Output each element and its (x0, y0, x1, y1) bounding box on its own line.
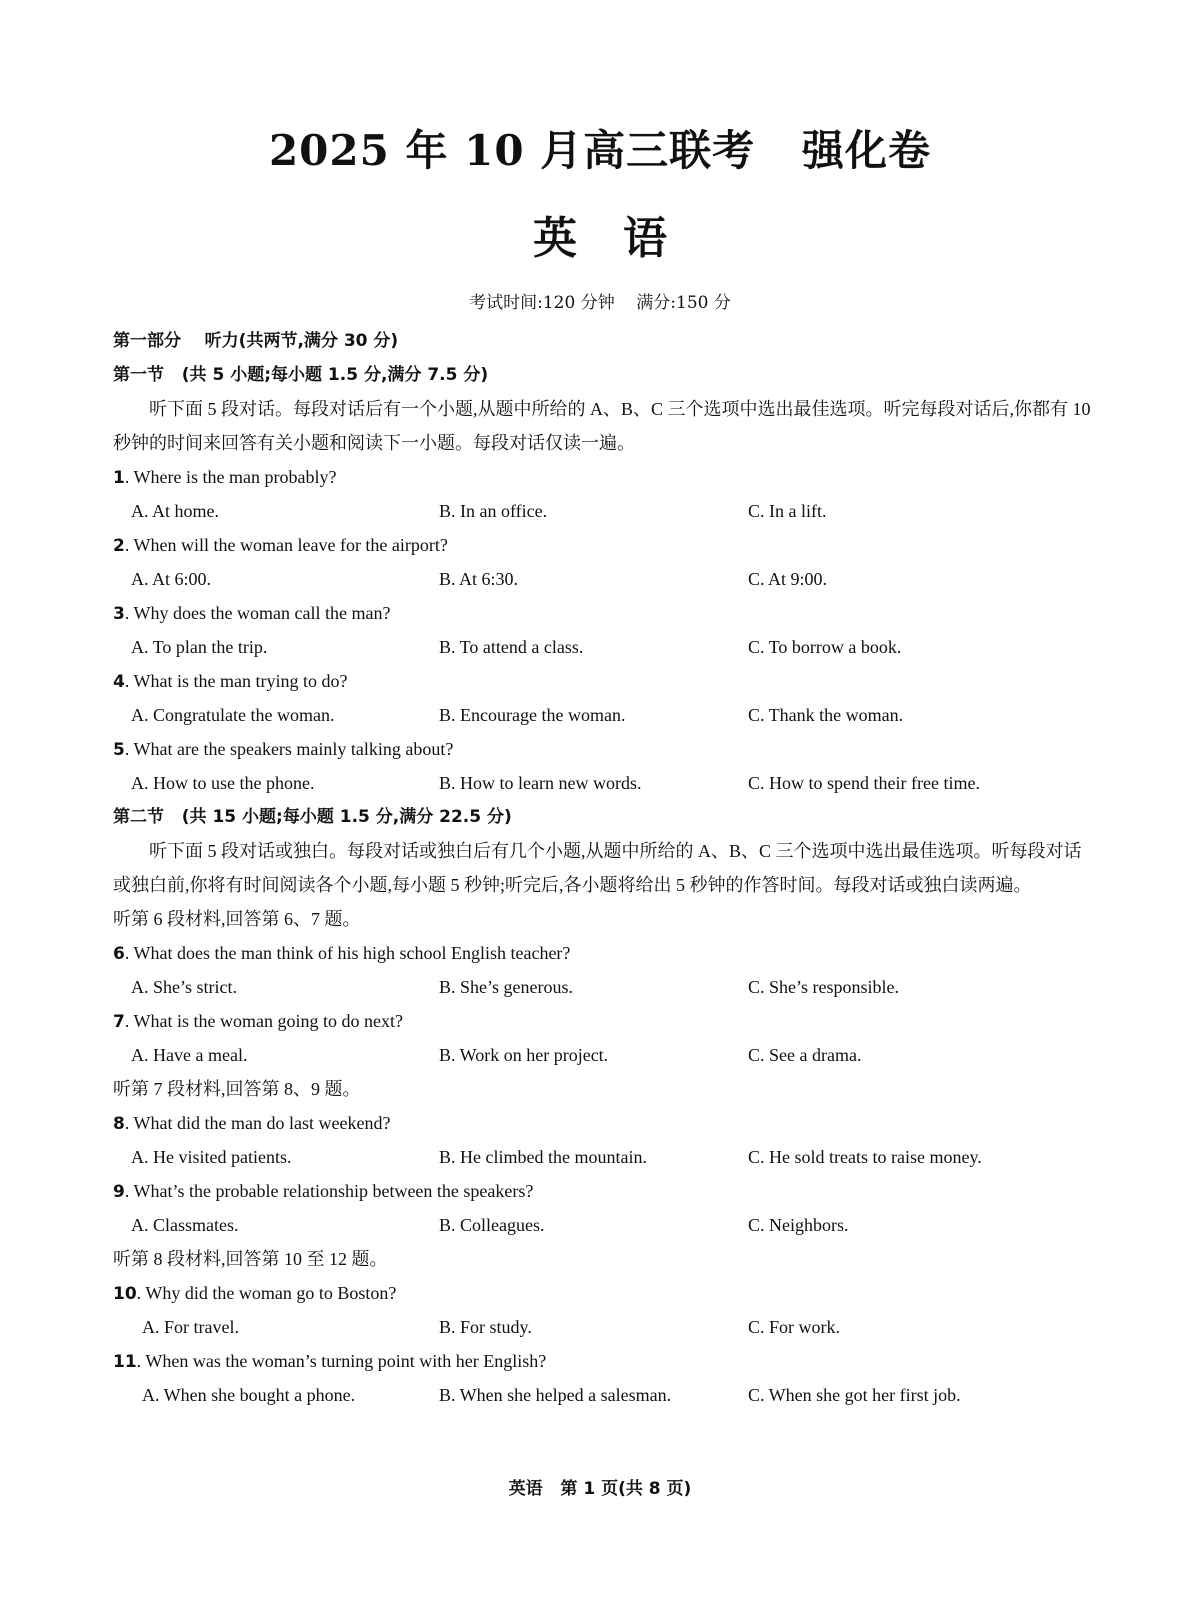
options-9 (113, 1208, 1093, 1242)
option-b: B. At 6:30. (439, 569, 519, 589)
option-b: B. Work on her project. (439, 1045, 609, 1065)
exam-content (113, 324, 1093, 1412)
option-b: B. Encourage the woman. (439, 705, 626, 725)
options-2 (113, 562, 1093, 596)
question-stem: . What is the woman going to do next? (124, 1011, 403, 1031)
question-stem: . Why did the woman go to Boston? (136, 1283, 397, 1303)
section2-instructions: 听下面 5 段对话或独白。每段对话或独白后有几个小题,从题中所给的 A、B、C 三个选项中选出最佳选项。听每段对话或独白前,你将有时间阅读各个小题,每小题 5 秒钟;听完后,各小题将给出 5 秒钟的作答时间。每段对话或独白读两遍。 (113, 841, 1082, 895)
section2-heading: 第二节 (共 15 小题;每小题 1.5 分,满分 22.5 分) (113, 807, 512, 827)
question-11 (113, 1344, 1093, 1378)
question-9 (113, 1174, 1093, 1208)
question-stem: . What does the man think of his high school English teacher? (124, 943, 571, 963)
question-6 (113, 936, 1093, 970)
options-4 (113, 698, 1093, 732)
question-number: 10 (113, 1284, 137, 1304)
options-6 (113, 970, 1093, 1004)
option-a: A. When she bought a phone. (142, 1385, 356, 1405)
question-stem: . What’s the probable relationship between the speakers? (124, 1181, 534, 1201)
option-a: A. At 6:00. (131, 569, 212, 589)
question-8 (113, 1106, 1093, 1140)
question-1 (113, 460, 1093, 494)
option-c: C. When she got her first job. (748, 1385, 961, 1405)
question-stem: . What is the man trying to do? (124, 671, 348, 691)
options-8 (113, 1140, 1093, 1174)
exam-title: 2025 年 10 月高三联考 强化卷 (268, 126, 932, 175)
question-stem: . What did the man do last weekend? (124, 1113, 391, 1133)
section1-instructions: 听下面 5 段对话。每段对话后有一个小题,从题中所给的 A、B、C 三个选项中选出最佳选项。听完每段对话后,你都有 10 秒钟的时间来回答有关小题和阅读下一小题。每段对话仅读一遍。 (113, 399, 1091, 453)
option-a: A. How to use the phone. (131, 773, 315, 793)
option-c: C. She’s responsible. (748, 977, 899, 997)
question-stem: . Why does the woman call the man? (124, 603, 391, 623)
options-10 (113, 1310, 1093, 1344)
option-a: A. She’s strict. (131, 977, 237, 997)
question-number: 9 (113, 1182, 125, 1202)
options-5 (113, 766, 1093, 800)
option-a: A. He visited patients. (131, 1147, 292, 1167)
option-b: B. She’s generous. (439, 977, 573, 997)
material-7-instruction: 听第 7 段材料,回答第 8、9 题。 (113, 1079, 361, 1099)
page-footer: 英语 第 1 页(共 8 页) (508, 1479, 692, 1499)
question-3 (113, 596, 1093, 630)
question-stem: . When was the woman’s turning point with her English? (136, 1351, 547, 1371)
question-number: 1 (113, 468, 125, 488)
option-a: A. Classmates. (131, 1215, 239, 1235)
question-number: 4 (113, 672, 125, 692)
question-number: 2 (113, 536, 125, 556)
option-a: A. For travel. (142, 1317, 239, 1337)
question-stem: . Where is the man probably? (124, 467, 337, 487)
option-c: C. For work. (748, 1317, 841, 1337)
question-5 (113, 732, 1093, 766)
option-b: B. How to learn new words. (439, 773, 642, 793)
option-c: C. Thank the woman. (748, 705, 904, 725)
subject-title: 英 语 (533, 213, 667, 264)
option-c: C. See a drama. (748, 1045, 862, 1065)
option-a: A. Congratulate the woman. (131, 705, 335, 725)
exam-info: 考试时间:120 分钟 满分:150 分 (469, 293, 731, 313)
option-b: B. To attend a class. (439, 637, 584, 657)
question-number: 8 (113, 1114, 125, 1134)
option-a: A. At home. (131, 501, 219, 521)
question-10 (113, 1276, 1093, 1310)
part1-heading: 第一部分 听力(共两节,满分 30 分) (113, 331, 399, 351)
question-number: 6 (113, 944, 125, 964)
option-b: B. When she helped a salesman. (439, 1385, 672, 1405)
material-6-instruction: 听第 6 段材料,回答第 6、7 题。 (113, 909, 361, 929)
option-b: B. Colleagues. (439, 1215, 545, 1235)
option-c: C. To borrow a book. (748, 637, 902, 657)
option-c: C. He sold treats to raise money. (748, 1147, 982, 1167)
question-stem: . When will the woman leave for the airport? (124, 535, 448, 555)
options-3 (113, 630, 1093, 664)
question-2 (113, 528, 1093, 562)
options-11 (113, 1378, 1093, 1412)
question-stem: . What are the speakers mainly talking about? (124, 739, 454, 759)
option-c: C. How to spend their free time. (748, 773, 980, 793)
question-number: 3 (113, 604, 125, 624)
question-number: 7 (113, 1012, 125, 1032)
option-a: A. To plan the trip. (131, 637, 268, 657)
option-a: A. Have a meal. (131, 1045, 248, 1065)
options-1 (113, 494, 1093, 528)
question-7 (113, 1004, 1093, 1038)
section1-heading: 第一节 (共 5 小题;每小题 1.5 分,满分 7.5 分) (113, 365, 489, 385)
option-b: B. For study. (439, 1317, 532, 1337)
option-b: B. In an office. (439, 501, 548, 521)
material-8-instruction: 听第 8 段材料,回答第 10 至 12 题。 (113, 1249, 388, 1269)
option-b: B. He climbed the mountain. (439, 1147, 647, 1167)
question-number: 5 (113, 740, 125, 760)
option-c: C. In a lift. (748, 501, 827, 521)
question-number: 11 (113, 1352, 137, 1372)
options-7 (113, 1038, 1093, 1072)
question-4 (113, 664, 1093, 698)
option-c: C. At 9:00. (748, 569, 828, 589)
option-c: C. Neighbors. (748, 1215, 849, 1235)
